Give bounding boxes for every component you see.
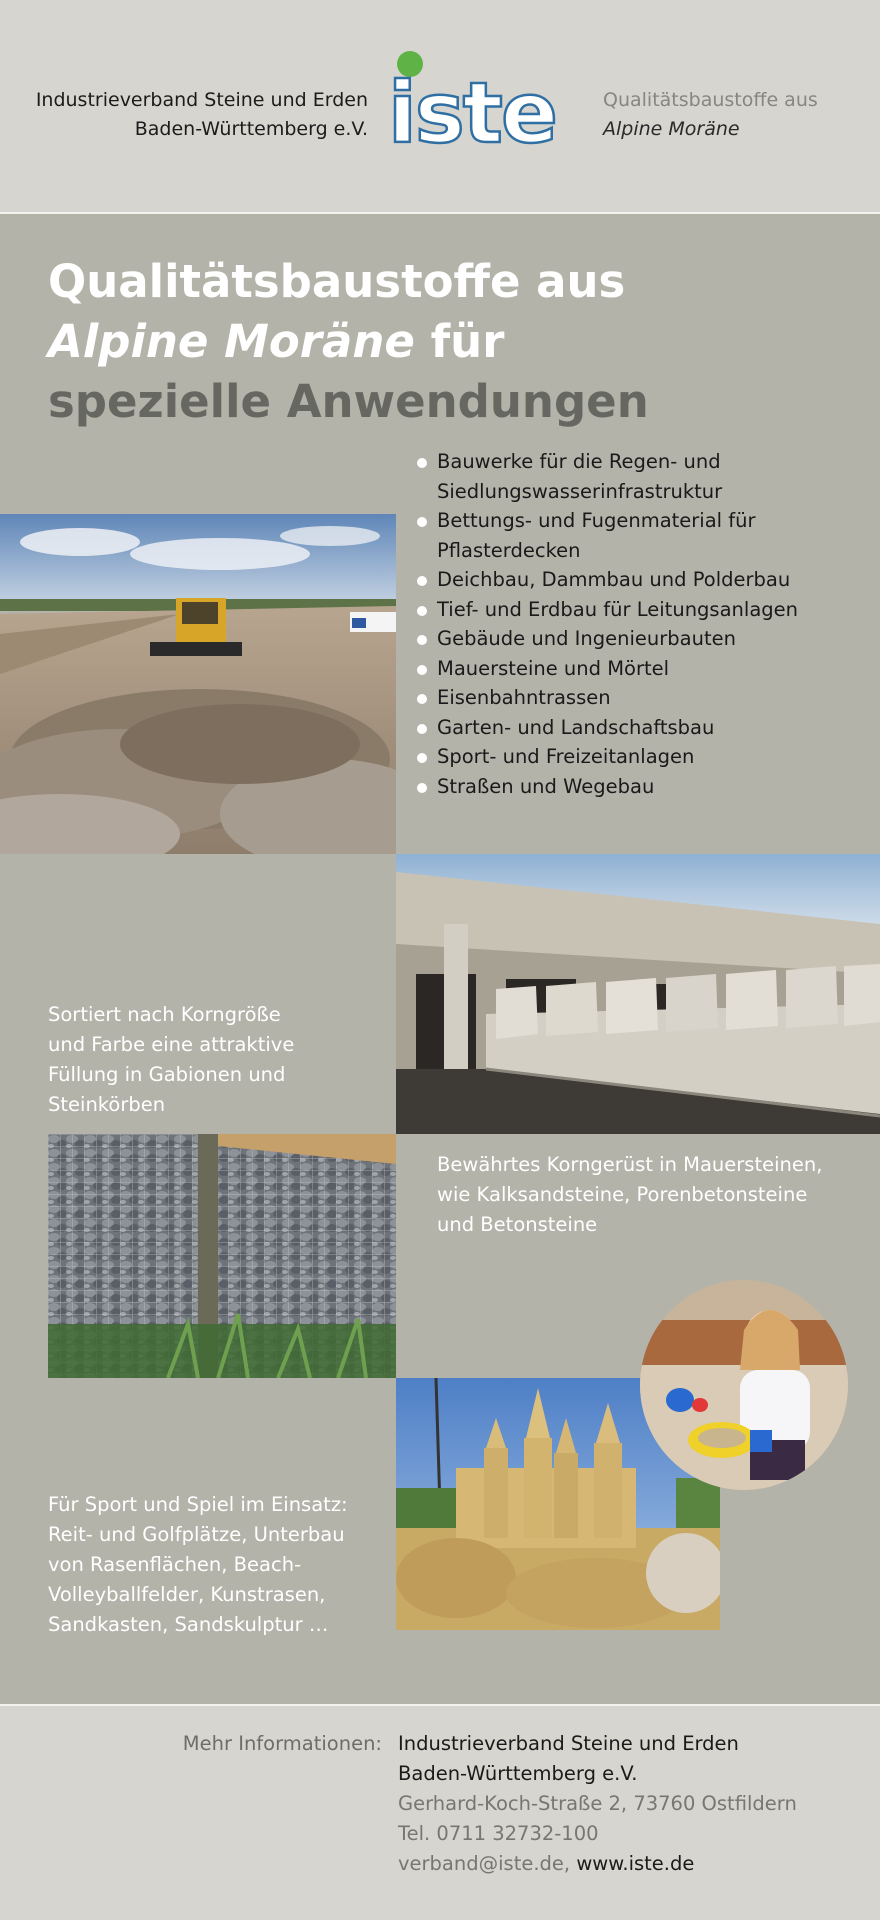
website-link[interactable]: www.iste.de bbox=[576, 1852, 695, 1875]
contact-links bbox=[398, 1849, 797, 1879]
list-item: Straßen und Wegebau bbox=[417, 772, 798, 802]
tagline-line2: Alpine Moräne bbox=[603, 118, 740, 140]
contact-block bbox=[398, 1729, 797, 1879]
iste-logo bbox=[386, 50, 590, 150]
org-name-line1: Industrieverband Steine und Erden bbox=[35, 89, 368, 111]
contact-address: Gerhard-Koch-Straße 2, 73760 Ostfildern bbox=[398, 1792, 797, 1815]
email-link[interactable]: verband@iste.de, bbox=[398, 1852, 571, 1875]
headline-line1: Qualitätsbaustoffe aus bbox=[48, 255, 626, 308]
list-item: Garten- und Landschaftsbau bbox=[417, 713, 798, 743]
list-item: Mauersteine und Mörtel bbox=[417, 654, 798, 684]
child-sandbox-photo bbox=[640, 1280, 848, 1490]
page-headline bbox=[48, 252, 649, 432]
applications-list bbox=[417, 447, 798, 801]
headline-line2-italic: Alpine Moräne bbox=[48, 315, 415, 368]
headline-line3: spezielle Anwendungen bbox=[48, 375, 649, 428]
org-name-line2: Baden-Württemberg e.V. bbox=[134, 118, 368, 140]
headline-line2 bbox=[48, 312, 649, 372]
headline-line2-rest: für bbox=[414, 315, 505, 368]
tagline bbox=[603, 86, 818, 144]
contact-phone: Tel. 0711 32732-100 bbox=[398, 1822, 599, 1845]
gabion-caption: Sortiert nach Korngröße und Farbe eine attraktive Füllung in Gabionen und Steinkörben bbox=[48, 1003, 295, 1116]
list-item: Gebäude und Ingenieurbauten bbox=[417, 624, 798, 654]
header-divider bbox=[0, 212, 880, 214]
construction-site-photo bbox=[0, 514, 396, 854]
masonry-blocks-photo bbox=[396, 854, 880, 1134]
list-item: Bettungs- und Fugenmaterial für Pflasterdecken bbox=[417, 506, 798, 565]
sport-caption: Für Sport und Spiel im Einsatz: Reit- und Golfplätze, Unterbau von Rasenflächen, Beach- Volleyballfelder, Kunstrasen, Sandkasten, Sandskulptur … bbox=[48, 1493, 348, 1636]
contact-org-line2: Baden-Württemberg e.V. bbox=[398, 1762, 638, 1785]
logo-wordmark: iste bbox=[388, 64, 556, 150]
tagline-line1: Qualitätsbaustoffe aus bbox=[603, 89, 818, 111]
masonry-caption: Bewährtes Korngerüst in Mauersteinen, wie Kalksandsteine, Porenbetonsteine und Betonsteine bbox=[437, 1153, 823, 1236]
footer-divider bbox=[0, 1704, 880, 1706]
more-info-label: Mehr Informationen: bbox=[182, 1732, 382, 1755]
contact-org-line1: Industrieverband Steine und Erden bbox=[398, 1732, 739, 1755]
list-item: Bauwerke für die Regen- und Siedlungswasserinfrastruktur bbox=[417, 447, 798, 506]
org-name bbox=[36, 86, 368, 144]
list-item: Deichbau, Dammbau und Polderbau bbox=[417, 565, 798, 595]
list-item: Tief- und Erdbau für Leitungsanlagen bbox=[417, 595, 798, 625]
list-item: Sport- und Freizeitanlagen bbox=[417, 742, 798, 772]
list-item: Eisenbahntrassen bbox=[417, 683, 798, 713]
gabion-wall-photo bbox=[48, 1134, 396, 1378]
